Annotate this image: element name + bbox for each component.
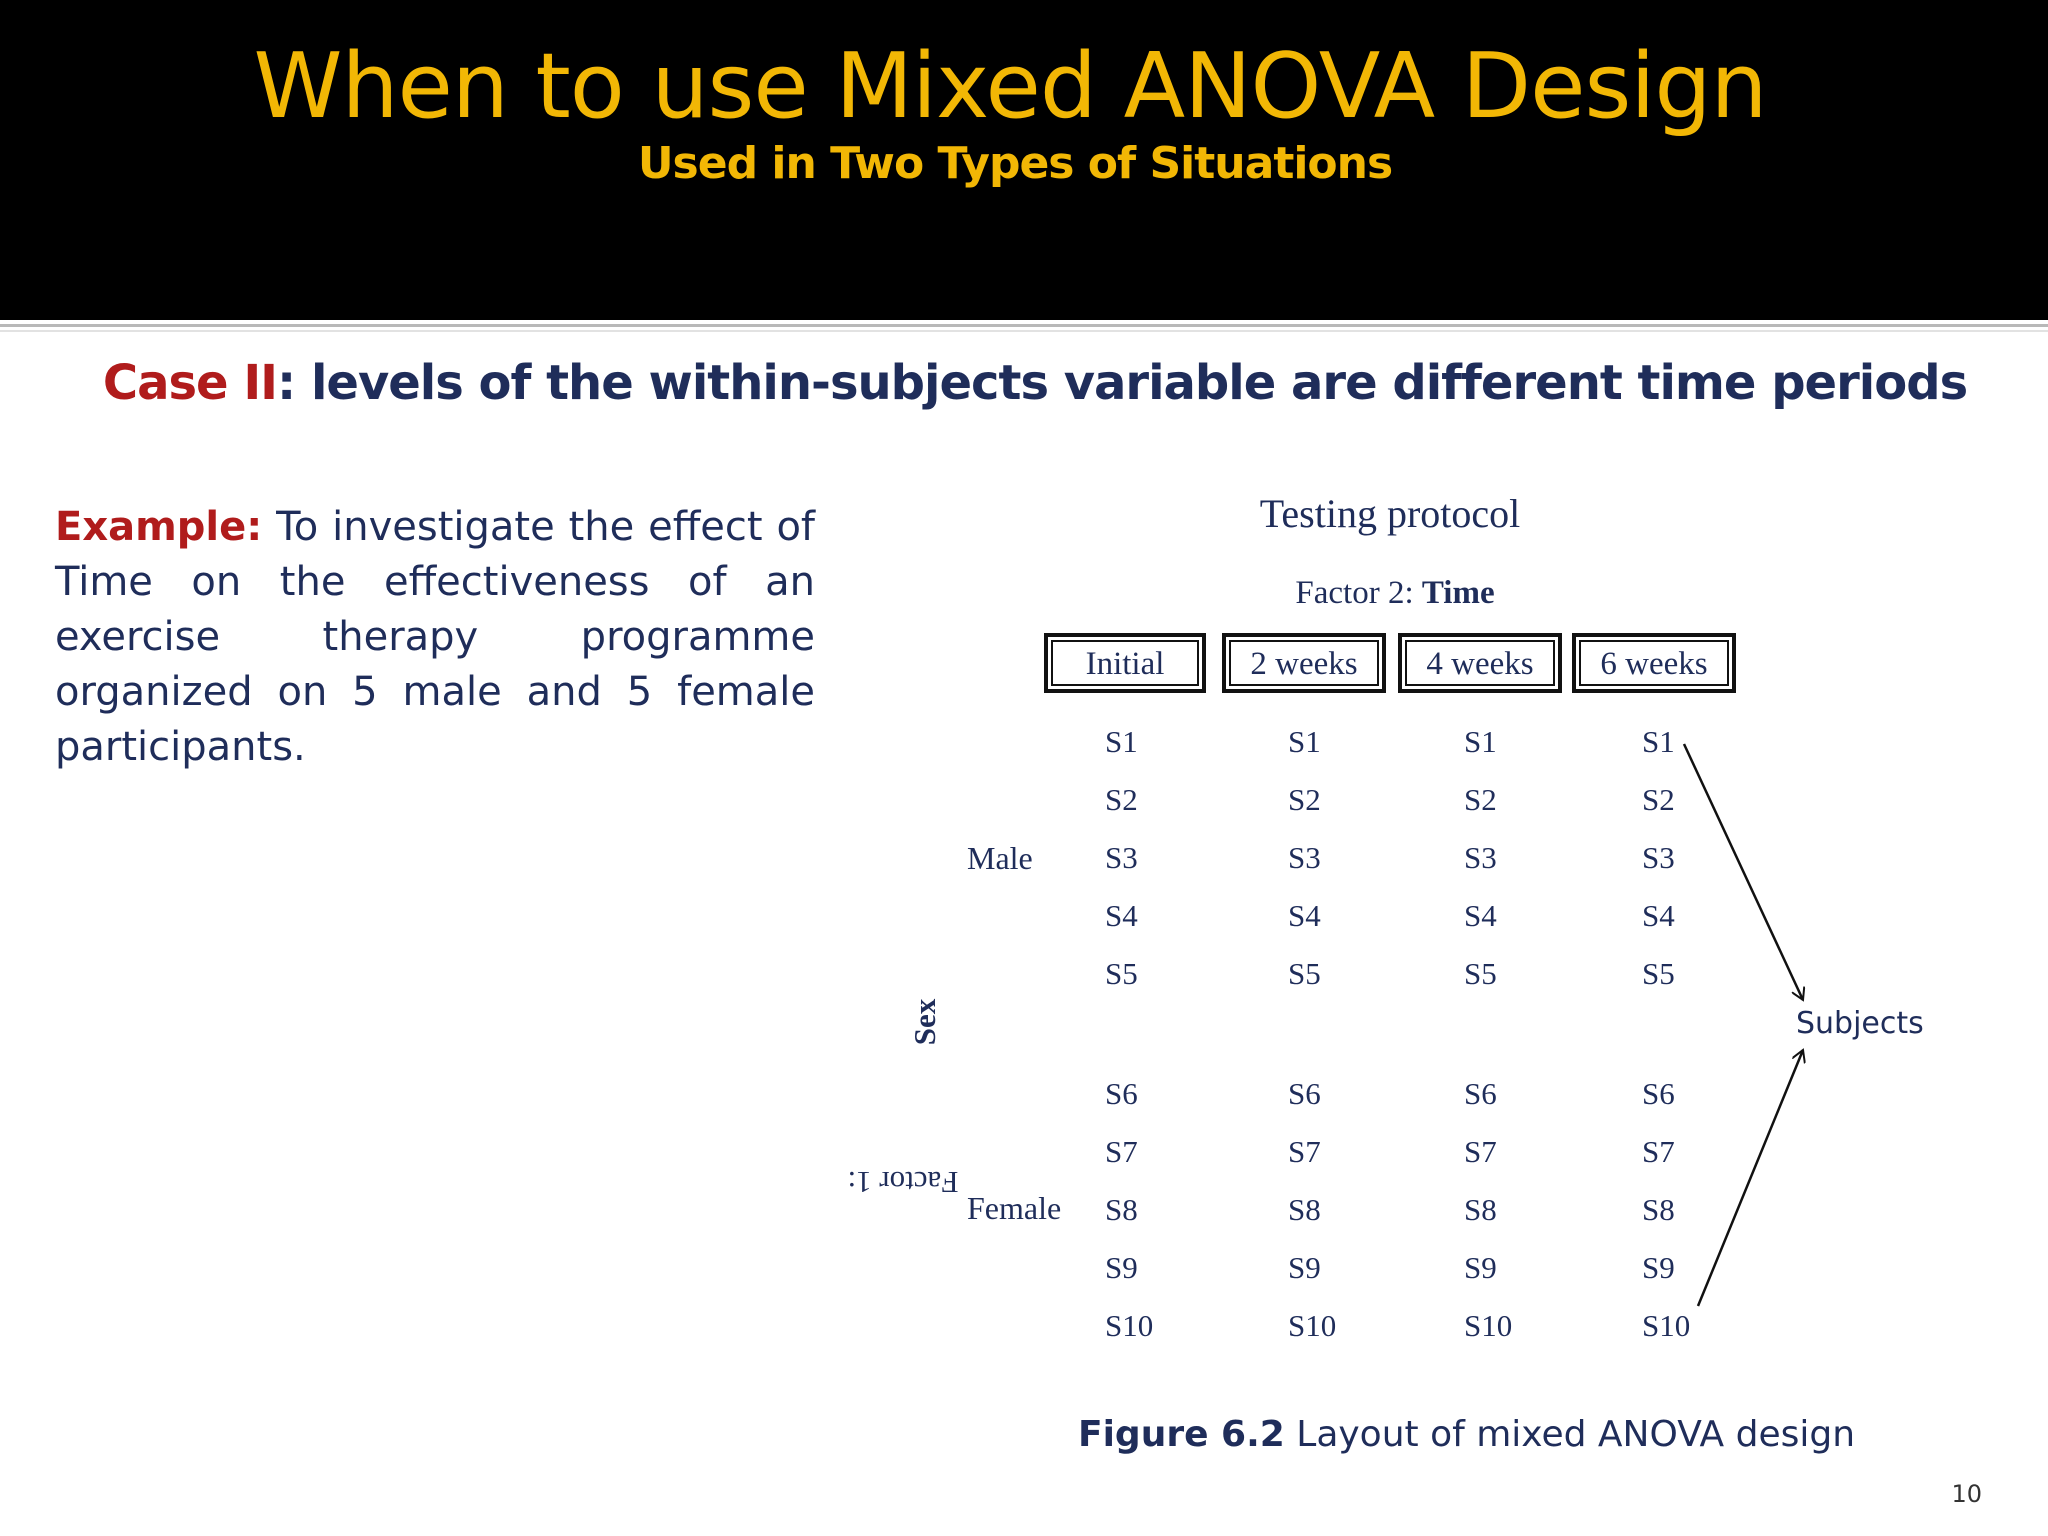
subject-cell: S3 bbox=[1464, 840, 1497, 875]
caption-label: Figure 6.2 bbox=[1078, 1414, 1285, 1455]
subject-cell: S1 bbox=[1642, 724, 1675, 759]
subject-cell: S1 bbox=[1464, 724, 1497, 759]
subject-cell: S9 bbox=[1288, 1250, 1321, 1285]
page-number: 10 bbox=[1951, 1480, 1982, 1508]
subject-cell: S1 bbox=[1105, 724, 1138, 759]
subject-cell: S3 bbox=[1288, 840, 1321, 875]
subject-cell: S8 bbox=[1642, 1192, 1675, 1227]
subject-cell: S5 bbox=[1105, 956, 1138, 991]
arrow-lower bbox=[1698, 1050, 1803, 1306]
factor1-name: Sex bbox=[907, 998, 942, 1046]
subject-cell: S9 bbox=[1642, 1250, 1675, 1285]
subject-cell: S6 bbox=[1642, 1076, 1675, 1111]
subject-cell: S5 bbox=[1642, 956, 1675, 991]
subject-cell: S2 bbox=[1288, 782, 1321, 817]
subject-cell: S10 bbox=[1642, 1308, 1691, 1343]
figure-caption bbox=[1078, 1410, 1855, 1460]
subject-cell: S8 bbox=[1288, 1192, 1321, 1227]
subject-cell: S6 bbox=[1288, 1076, 1321, 1111]
arrow-upper bbox=[1684, 744, 1803, 1000]
subject-cell: S7 bbox=[1642, 1134, 1675, 1169]
factor2-prefix: Factor 2: bbox=[1295, 575, 1422, 611]
time-level-label: Initial bbox=[1051, 640, 1199, 686]
group-label-female: Female bbox=[967, 1190, 1062, 1226]
subject-cell: S8 bbox=[1464, 1192, 1497, 1227]
subject-cell: S10 bbox=[1464, 1308, 1513, 1343]
factor2-name: Time bbox=[1421, 575, 1495, 611]
subject-cell: S4 bbox=[1288, 898, 1321, 933]
group-label-male: Male bbox=[967, 840, 1033, 876]
time-level-label: 4 weeks bbox=[1405, 640, 1555, 686]
subject-cell: S7 bbox=[1105, 1134, 1138, 1169]
subject-cell: S10 bbox=[1288, 1308, 1337, 1343]
slide-title: When to use Mixed ANOVA Design bbox=[253, 34, 1767, 139]
case-text: : levels of the within-subjects variable are different time periods bbox=[277, 355, 1968, 411]
subject-cell: S2 bbox=[1105, 782, 1138, 817]
subject-cell: S3 bbox=[1105, 840, 1138, 875]
caption-text: Layout of mixed ANOVA design bbox=[1284, 1414, 1856, 1455]
subject-cell: S4 bbox=[1642, 898, 1675, 933]
time-level-label: 2 weeks bbox=[1229, 640, 1379, 686]
example-text: To investigate the effect of Time on the effectiveness of an exercise therapy programme organized on 5 male and 5 female participants. bbox=[55, 504, 815, 770]
time-level-label: 6 weeks bbox=[1579, 640, 1729, 686]
subject-cell: S7 bbox=[1464, 1134, 1497, 1169]
subject-cell: S8 bbox=[1105, 1192, 1138, 1227]
subject-cell: S5 bbox=[1464, 956, 1497, 991]
subject-cell: S5 bbox=[1288, 956, 1321, 991]
subject-cell: S7 bbox=[1288, 1134, 1321, 1169]
subject-cell: S10 bbox=[1105, 1308, 1154, 1343]
subject-cell: S9 bbox=[1105, 1250, 1138, 1285]
subjects-label: Subjects bbox=[1796, 1006, 1924, 1041]
subject-cell: S6 bbox=[1464, 1076, 1497, 1111]
subject-cell: S1 bbox=[1288, 724, 1321, 759]
subject-cell: S4 bbox=[1464, 898, 1497, 933]
figure-title: Testing protocol bbox=[1259, 491, 1521, 536]
subject-cell: S6 bbox=[1105, 1076, 1138, 1111]
slide-subtitle: Used in Two Types of Situations bbox=[637, 138, 1393, 189]
subject-cell: S4 bbox=[1105, 898, 1138, 933]
case-label: Case II bbox=[102, 355, 278, 411]
example-label: Example: bbox=[55, 504, 263, 550]
factor1-prefix: Factor 1: bbox=[847, 1165, 959, 1200]
subject-cell: S2 bbox=[1642, 782, 1675, 817]
subject-cell: S2 bbox=[1464, 782, 1497, 817]
subject-cell: S9 bbox=[1464, 1250, 1497, 1285]
subject-cell: S3 bbox=[1642, 840, 1675, 875]
